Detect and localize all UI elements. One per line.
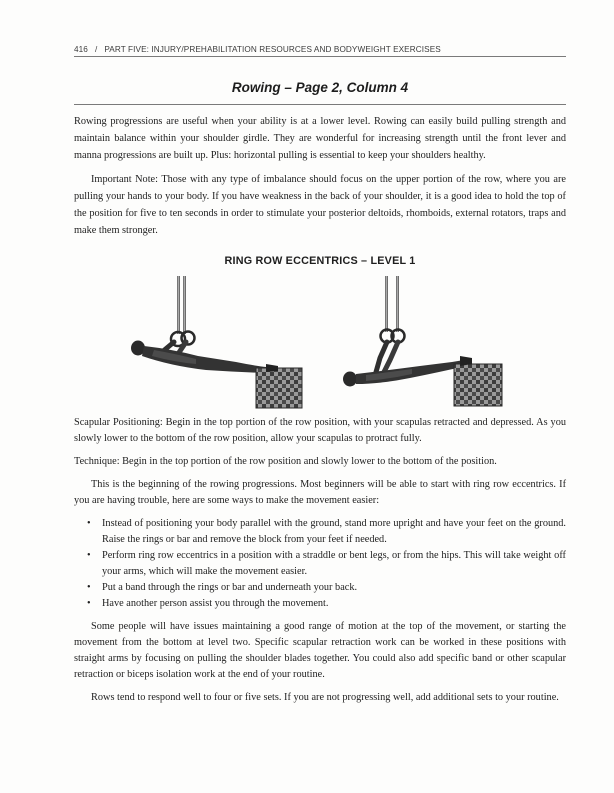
issues-paragraph: Some people will have issues maintaining a good range of motion at the top of the movement, or starting the movement from the bottom at level two. Specific scapular retraction work can be worked in these positions with straight arms by focusing on pulling the shoulder blades together. You could also add specific band or other scapular retraction or biceps isolation work at the end of your routine. [74,621,566,680]
list-item: • Put a band through the rings or bar and underneath your back. [96,580,566,596]
section-heading: RING ROW ECCENTRICS – LEVEL 1 [224,255,416,267]
ring-row-top-position-photo [126,276,306,410]
closing-paragraph: Rows tend to respond well to four or five sets. If you are not progressing well, add additional sets to your routine. [91,692,559,703]
title-rule [74,104,566,105]
page-title: Rowing – Page 2, Column 4 [231,80,409,95]
running-head [74,45,441,54]
list-item: • Instead of positioning your body parallel with the ground, stand more upright and have your feet on the ground. Raise the rings or bar and remove the block from your feet if needed. [96,516,566,548]
ring-row-bottom-position-photo [340,276,510,410]
page-number: 416 [74,45,88,54]
beginning-paragraph: This is the beginning of the rowing progressions. Most beginners will be able to start with ring row eccentrics. If you are having trouble, here are some ways to make the movement easier: [74,479,566,506]
scapular-positioning-paragraph: Scapular Positioning: Begin in the top portion of the row position, with your scapulas retracted and depressed. As you slowly lower to the bottom of the row position, allow your scapulas to protract fully. [74,417,566,444]
easier-tips-list [74,516,566,612]
header-separator: / [94,45,98,54]
running-title: PART FIVE: INJURY/PREHABILITATION RESOURCES AND BODYWEIGHT EXERCISES [104,45,441,54]
intro-paragraph: Rowing progressions are useful when your ability is at a lower level. Rowing can easily build pulling strength and maintain balance within your shoulder girdle. They are wonderful for increasing strength until the front lever and manna progressions are built up. Plus: horizontal pulling is essential to keep your shoulders healthy. [74,116,566,161]
list-item: • Perform ring row eccentrics in a position with a straddle or bent legs, or from the hips. This will take weight off your arms, which will make the movement easier. [96,548,566,580]
technique-paragraph: Technique: Begin in the top portion of the row position and slowly lower to the bottom of the position. [74,456,497,467]
intro-text [74,114,566,248]
instructions-text [74,415,566,713]
list-item: • Have another person assist you through the movement. [96,596,566,612]
important-note-paragraph: Important Note: Those with any type of imbalance should focus on the upper portion of the row, where you are pulling your hands to your body. If you have weakness in the back of your shoulder, it is a good idea to hold the top of the position for five to ten seconds in order to stimulate your posterior deltoids, rhomboids, external rotators, traps and make them stronger. [74,174,566,236]
header-rule [74,56,566,57]
